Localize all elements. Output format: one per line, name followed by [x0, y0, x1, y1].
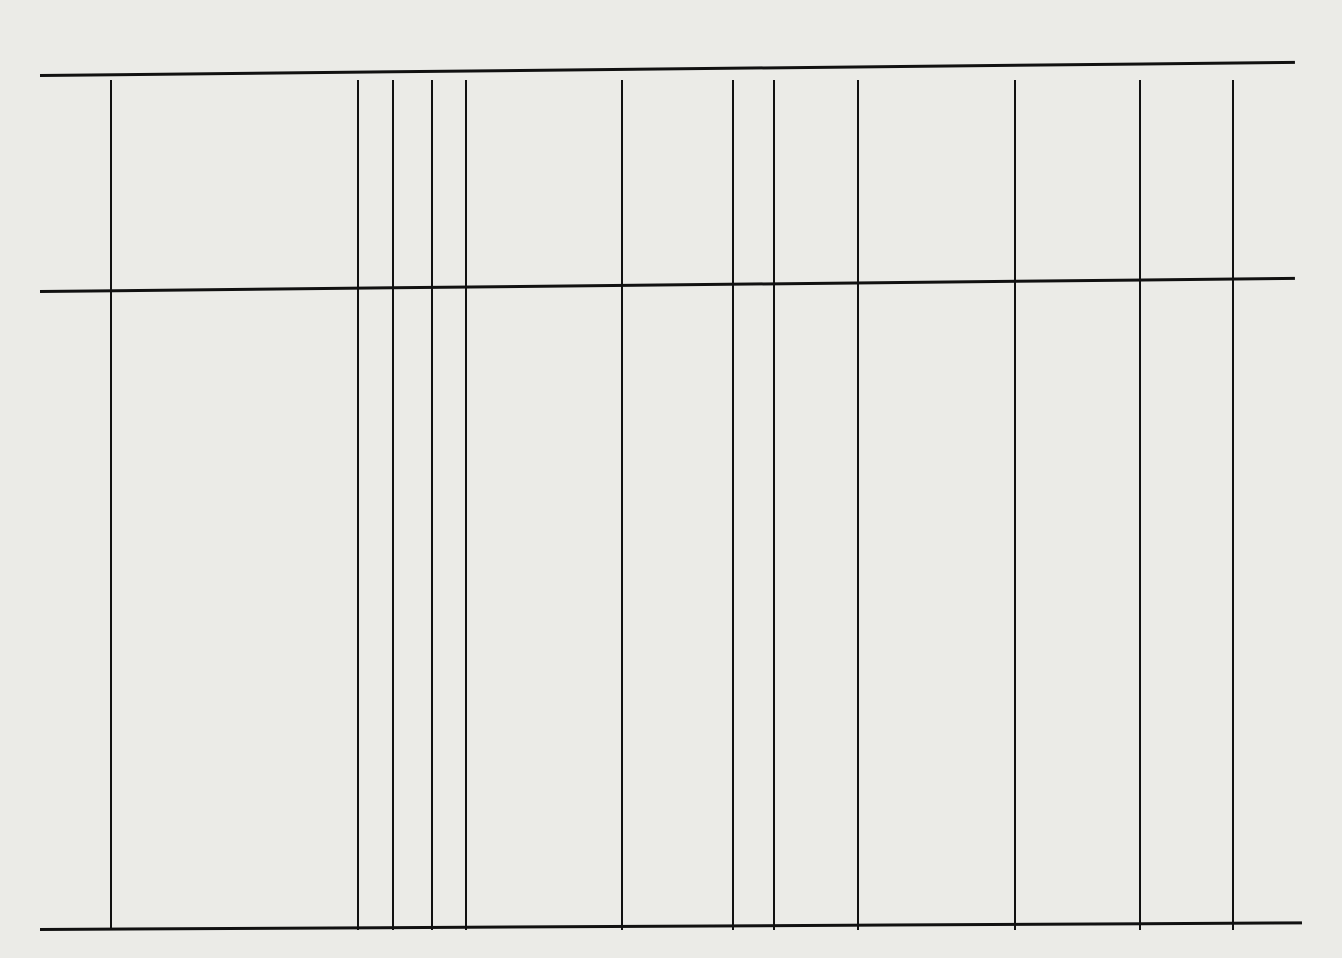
column-divider	[732, 80, 734, 930]
column-divider	[431, 80, 433, 930]
bottom-rule	[40, 921, 1302, 931]
column-divider	[1232, 80, 1234, 930]
top-rule	[40, 61, 1295, 77]
form-title	[0, 8, 1342, 20]
col9-header	[776, 100, 856, 108]
col10-header	[864, 112, 1009, 122]
column-divider	[110, 80, 112, 930]
col2-header	[112, 130, 357, 138]
col11-header	[1018, 88, 1136, 94]
col6-header	[470, 105, 618, 109]
col7-header	[624, 122, 730, 132]
col8-header	[734, 95, 772, 98]
col3-header	[359, 122, 392, 128]
column-divider	[1014, 80, 1016, 930]
column-divider	[1139, 80, 1141, 930]
column-divider	[392, 80, 394, 930]
column-divider	[357, 80, 359, 930]
column-divider	[621, 80, 623, 930]
column-divider	[857, 80, 859, 930]
column-divider	[773, 80, 775, 930]
column-divider	[465, 80, 467, 930]
header-rule	[40, 277, 1295, 293]
